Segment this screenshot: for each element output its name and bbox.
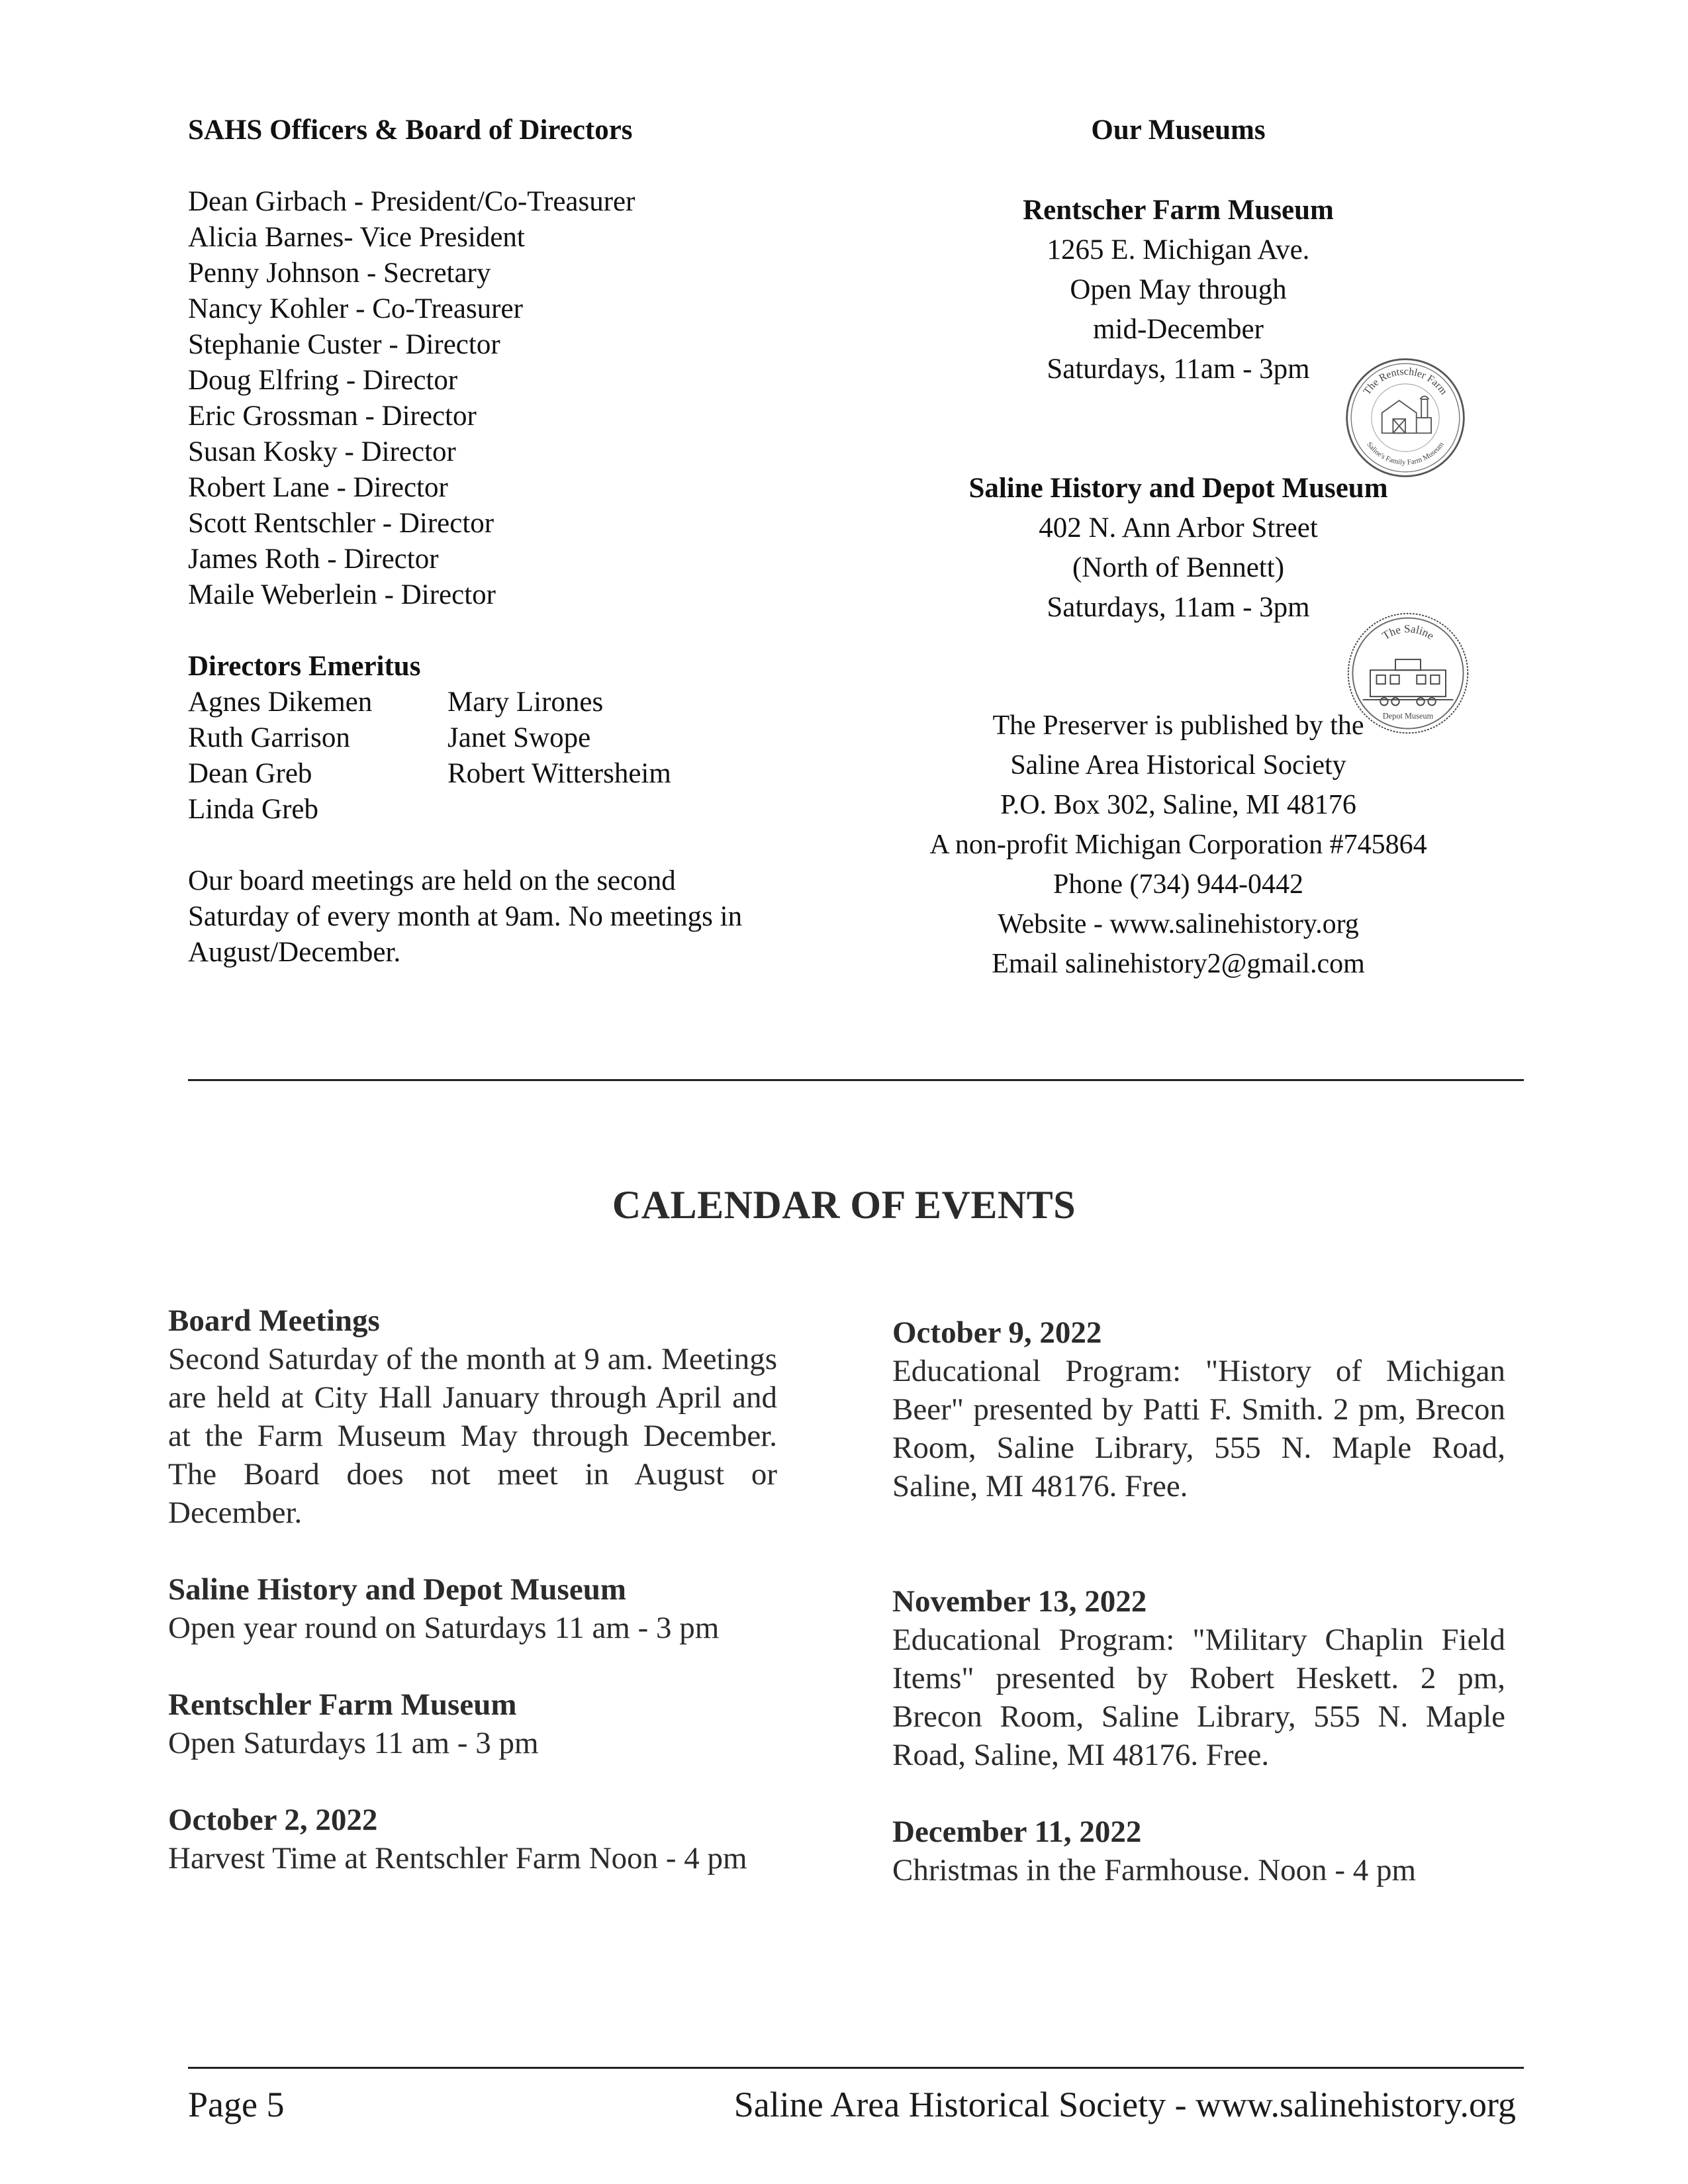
museums-title: Our Museums: [1091, 115, 1266, 146]
calendar-event: [168, 1302, 777, 1532]
calendar-event: [892, 1813, 1505, 1889]
depot-museum-name: Saline History and Depot Museum: [968, 473, 1388, 504]
emeritus-name: Robert Wittersheim: [447, 758, 671, 789]
section-divider: [188, 1079, 1524, 1081]
event-title: October 9, 2022: [892, 1315, 1102, 1350]
svg-text:The Saline: [1380, 622, 1436, 642]
calendar-title: CALENDAR OF EVENTS: [612, 1183, 1076, 1227]
footer-divider: [188, 2067, 1524, 2069]
officer-entry: Nancy Kohler - Co-Treasurer: [188, 293, 523, 324]
depot-museum-logo: [1345, 610, 1471, 736]
publisher-line: Saline Area Historical Society: [1010, 750, 1346, 781]
publisher-line: Email salinehistory2@gmail.com: [992, 949, 1365, 979]
event-description: Christmas in the Farmhouse. Noon - 4 pm: [892, 1853, 1417, 1887]
event-title: December 11, 2022: [892, 1815, 1142, 1849]
calendar-left-column: [168, 1302, 777, 1916]
event-title: November 13, 2022: [892, 1584, 1147, 1619]
emeritus-section: [188, 649, 850, 828]
event-description: Harvest Time at Rentschler Farm Noon - 4 pm: [168, 1841, 747, 1875]
depot-museum-block: [900, 469, 1456, 628]
depot-museum-line: (North of Bennett): [1072, 552, 1285, 583]
emeritus-name: Dean Greb: [188, 758, 312, 789]
depot-museum-line: 402 N. Ann Arbor Street: [1039, 512, 1318, 544]
emeritus-name: [447, 792, 739, 828]
farm-logo-text-top: The Rentschler Farm: [1361, 365, 1450, 397]
officer-entry: Susan Kosky - Director: [188, 436, 456, 467]
officer-entry: Eric Grossman - Director: [188, 401, 477, 432]
officers-section: [188, 113, 850, 971]
emeritus-name: Janet Swope: [447, 722, 591, 753]
page-number: Page 5: [188, 2085, 285, 2124]
officer-entry: Stephanie Custer - Director: [188, 329, 500, 360]
event-title: Board Meetings: [168, 1304, 380, 1338]
farm-museum-line: Saturdays, 11am - 3pm: [1047, 354, 1310, 385]
farm-museum-name: Rentscher Farm Museum: [1023, 195, 1334, 226]
officers-list: [188, 184, 850, 613]
farm-museum-line: 1265 E. Michigan Ave.: [1047, 234, 1310, 265]
publisher-line: A non-profit Michigan Corporation #745864: [929, 830, 1427, 860]
officer-entry: Robert Lane - Director: [188, 472, 448, 503]
farm-logo-text-bottom: Saline's Family Farm Museum: [1365, 440, 1446, 467]
event-description: Open year round on Saturdays 11 am - 3 pm: [168, 1611, 720, 1645]
officer-entry: Maile Weberlein - Director: [188, 579, 496, 610]
svg-text:The Rentschler Farm: [1362, 366, 1450, 397]
calendar-event: [892, 1582, 1505, 1774]
depot-museum-line: Saturdays, 11am - 3pm: [1047, 592, 1310, 623]
publisher-line: P.O. Box 302, Saline, MI 48176: [1000, 790, 1356, 820]
event-title: Rentschler Farm Museum: [168, 1687, 517, 1722]
emeritus-heading: Directors Emeritus: [188, 651, 421, 682]
calendar-event: [168, 1570, 777, 1647]
event-description: Educational Program: "History of Michigan Beer" presented by Patti F. Smith. 2 pm, Brecon Room, Saline Library, 555 N. Maple Road, Saline, MI 48176. Free.: [892, 1354, 1505, 1503]
emeritus-name: Mary Lirones: [447, 687, 604, 718]
officer-entry: Dean Girbach - President/Co-Treasurer: [188, 186, 635, 217]
svg-text:Saline's Family Farm Museum: [1365, 440, 1446, 467]
farm-museum-line: Open May through: [1070, 274, 1287, 305]
calendar-event: [168, 1801, 777, 1877]
officers-heading: SAHS Officers & Board of Directors: [188, 115, 633, 146]
officer-entry: Doug Elfring - Director: [188, 365, 458, 396]
publisher-line: Phone (734) 944-0442: [1053, 869, 1303, 900]
calendar-event: [892, 1313, 1505, 1505]
emeritus-grid: [188, 685, 850, 828]
calendar-right-column: [892, 1313, 1505, 1889]
publisher-line: Website - www.salinehistory.org: [998, 909, 1359, 939]
officer-entry: Alicia Barnes- Vice President: [188, 222, 525, 253]
emeritus-name: Agnes Dikemen: [188, 687, 373, 718]
publisher-line: The Preserver is published by the: [992, 710, 1364, 741]
officer-entry: Scott Rentschler - Director: [188, 508, 494, 539]
depot-logo-text-bottom: Depot Museum: [1382, 711, 1434, 721]
event-description: Second Saturday of the month at 9 am. Meetings are held at City Hall January through April and at the Farm Museum May through December. The Board does not meet in August or December.: [168, 1342, 777, 1530]
footer-society-text: Saline Area Historical Society - www.salinehistory.org: [733, 2085, 1516, 2124]
officer-entry: Penny Johnson - Secretary: [188, 258, 491, 289]
emeritus-name: Ruth Garrison: [188, 722, 350, 753]
board-meeting-note: Our board meetings are held on the second Saturday of every month at 9am. No meetings in August/December.: [188, 865, 743, 968]
event-description: Educational Program: "Military Chaplin Field Items" presented by Robert Heskett. 2 pm, Brecon Room, Saline Library, 555 N. Maple Road, Saline, MI 48176. Free.: [892, 1623, 1505, 1772]
officer-entry: James Roth - Director: [188, 544, 439, 575]
event-title: October 2, 2022: [168, 1803, 378, 1837]
emeritus-name: Linda Greb: [188, 794, 319, 825]
museums-section: [900, 113, 1456, 984]
calendar-event: [168, 1685, 777, 1762]
event-description: Open Saturdays 11 am - 3 pm: [168, 1726, 539, 1760]
depot-logo-text-top: The Saline: [1380, 622, 1436, 643]
farm-museum-line: mid-December: [1093, 314, 1264, 345]
farm-museum-logo: [1344, 356, 1467, 479]
publisher-info: [900, 706, 1456, 984]
event-title: Saline History and Depot Museum: [168, 1572, 626, 1607]
